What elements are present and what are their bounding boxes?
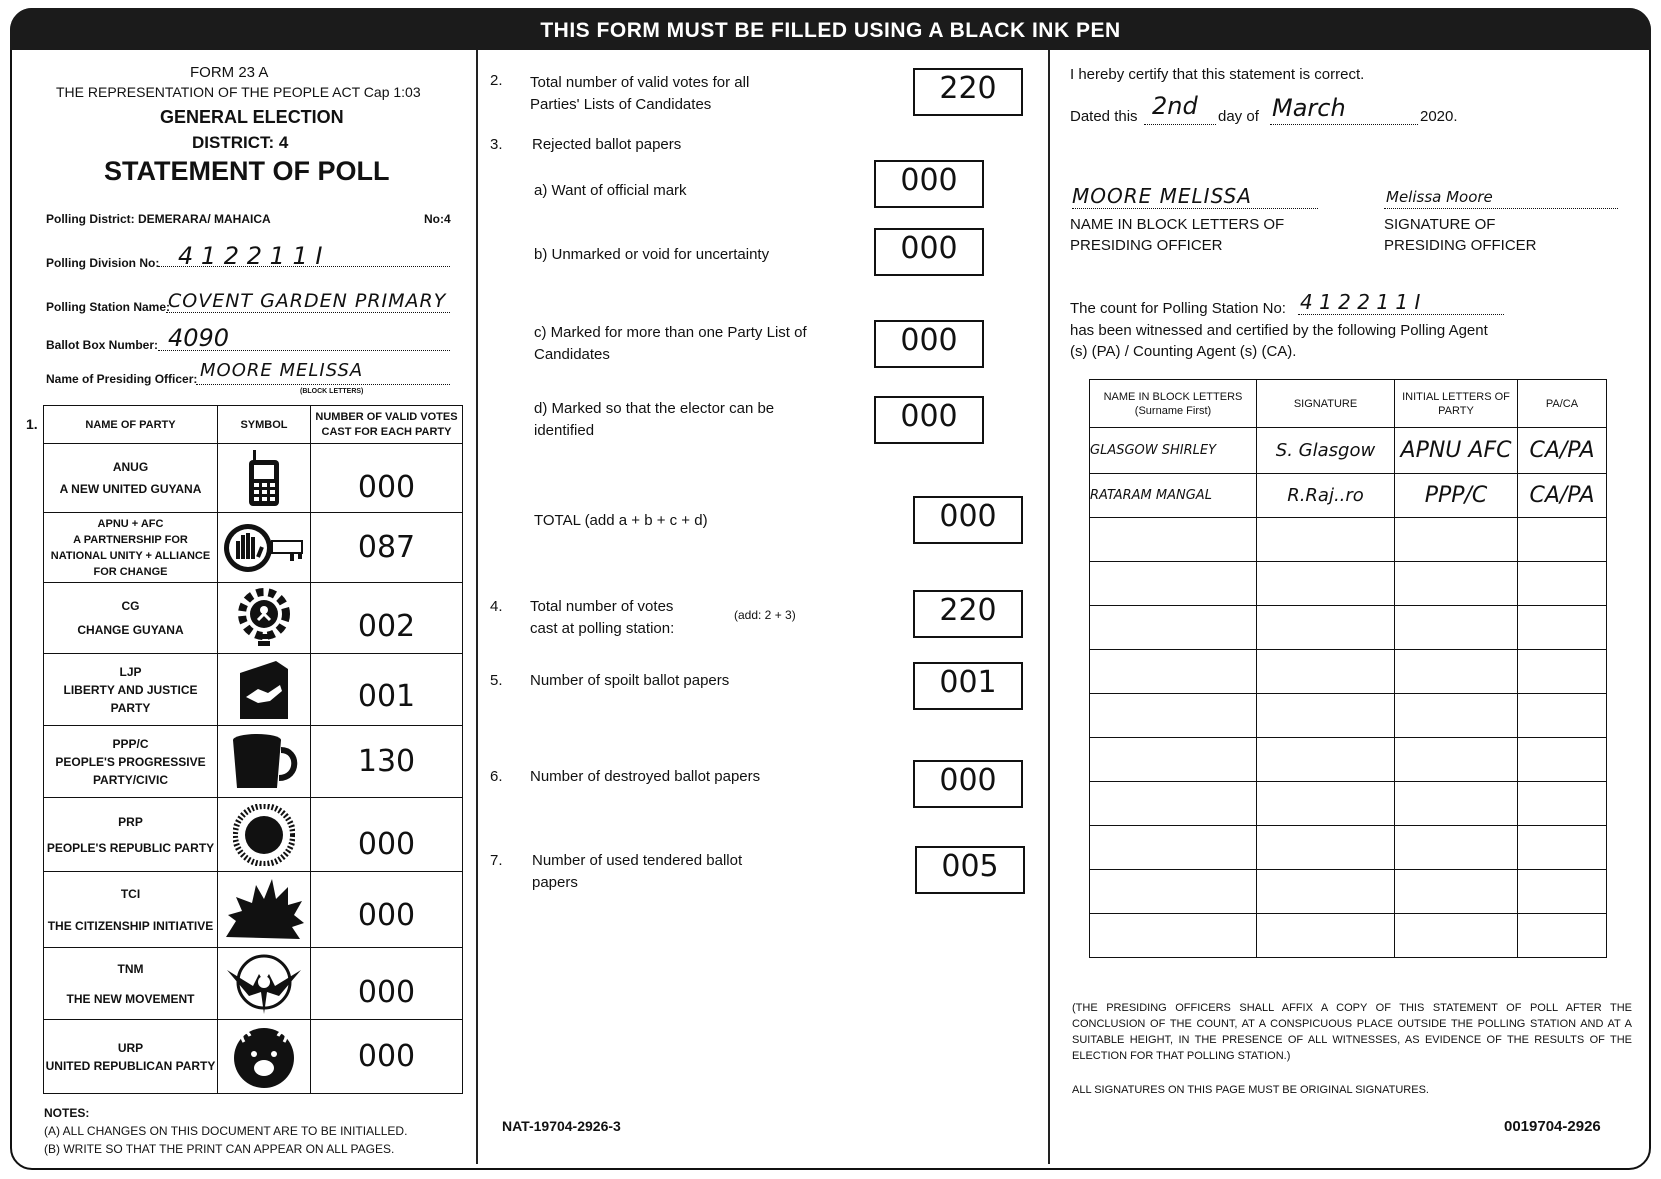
page-title: STATEMENT OF POLL xyxy=(104,156,390,186)
item-6-no: 6. xyxy=(490,768,503,785)
party-votes: 000 xyxy=(311,872,463,948)
agent-signature xyxy=(1257,738,1395,782)
party-name: THE CITIZENSHIP INITIATIVE xyxy=(47,918,214,933)
agent-role: CA/PA xyxy=(1518,428,1607,474)
agent-row xyxy=(1090,694,1607,738)
agent-role: CA/PA xyxy=(1518,474,1607,518)
hand-key-icon xyxy=(222,519,306,577)
item-4-value: 220 xyxy=(913,590,1023,638)
agent-party xyxy=(1395,606,1518,650)
agent-party xyxy=(1395,914,1518,958)
dated-month-line xyxy=(1270,124,1418,125)
agent-row xyxy=(1090,518,1607,562)
certify-text: I hereby certify that this statement is correct. xyxy=(1070,66,1365,83)
agent-name xyxy=(1090,518,1257,562)
agent-name xyxy=(1090,826,1257,870)
item-3d-label: d) Marked so that the elector can be identified xyxy=(534,400,775,439)
agent-party xyxy=(1395,518,1518,562)
sun-icon xyxy=(233,804,295,866)
agent-signature xyxy=(1257,562,1395,606)
party-row xyxy=(44,872,463,948)
agent-name xyxy=(1090,606,1257,650)
party-name: THE NEW MOVEMENT xyxy=(66,991,195,1006)
notes-title: NOTES: xyxy=(44,1106,90,1120)
agent-role xyxy=(1518,826,1607,870)
item-3-no: 3. xyxy=(490,136,503,153)
note-b: (B) WRITE SO THAT THE PRINT CAN APPEAR ON ALL PAGES. xyxy=(44,1142,395,1156)
agent-role xyxy=(1518,738,1607,782)
agent-signature xyxy=(1257,606,1395,650)
cup-icon xyxy=(229,732,299,792)
eagle-icon xyxy=(225,952,303,1016)
division-value: 4 1 2 2 1 1 I xyxy=(178,242,323,270)
column-divider-left xyxy=(476,50,478,1164)
parties-table xyxy=(43,405,463,1094)
agent-name xyxy=(1090,782,1257,826)
agent-signature xyxy=(1257,650,1395,694)
party-abbr: TCI xyxy=(120,886,141,901)
dated-day: 2nd xyxy=(1152,92,1198,120)
item-2-label: Total number of valid votes for all Parties' Lists of Candidates xyxy=(530,74,750,113)
name-label: NAME IN BLOCK LETTERS OF PRESIDING OFFICER xyxy=(1070,216,1285,254)
agent-role xyxy=(1518,694,1607,738)
agent-party: APNU AFC xyxy=(1395,428,1518,474)
column-divider-right xyxy=(1048,50,1050,1164)
dated-year: 2020. xyxy=(1420,108,1458,125)
officer-signature-line xyxy=(1384,208,1618,209)
agent-row xyxy=(1090,870,1607,914)
lightbulb-gear-icon xyxy=(234,586,294,650)
presiding-line xyxy=(196,384,450,385)
dated-prefix: Dated this xyxy=(1070,108,1138,125)
header-votes: NUMBER OF VALID VOTES CAST FOR EACH PARTY xyxy=(311,406,463,444)
item-3a-label: a) Want of official mark xyxy=(534,182,687,199)
agent-party xyxy=(1395,870,1518,914)
item-3c-value: 000 xyxy=(874,320,984,368)
party-name: PEOPLE'S PROGRESSIVE PARTY/CIVIC xyxy=(55,754,206,787)
item-3d-value: 000 xyxy=(874,396,984,444)
party-votes: 000 xyxy=(311,948,463,1020)
presiding-label: Name of Presiding Officer: xyxy=(46,372,198,386)
agent-signature xyxy=(1257,782,1395,826)
agent-party xyxy=(1395,694,1518,738)
party-votes: 000 xyxy=(311,444,463,513)
agent-role xyxy=(1518,870,1607,914)
agent-role xyxy=(1518,782,1607,826)
ballot-label: Ballot Box Number: xyxy=(46,338,159,352)
party-name: A NEW UNITED GUYANA xyxy=(59,482,202,496)
ballot-value: 4090 xyxy=(168,324,230,352)
agent-signature xyxy=(1257,870,1395,914)
agent-name xyxy=(1090,738,1257,782)
agent-party: PPP/C xyxy=(1395,474,1518,518)
agent-name xyxy=(1090,650,1257,694)
party-abbr: TNM xyxy=(117,961,144,976)
item-2-value: 220 xyxy=(913,68,1023,116)
polling-district: Polling District: DEMERARA/ MAHAICA xyxy=(46,212,271,226)
form-number: FORM 23 A xyxy=(190,64,269,81)
agent-row xyxy=(1090,428,1607,474)
agent-role xyxy=(1518,606,1607,650)
flower-icon xyxy=(222,877,306,943)
note-a: (A) ALL CHANGES ON THIS DOCUMENT ARE TO BE INITIALLED. xyxy=(44,1124,408,1138)
agent-signature: S. Glasgow xyxy=(1257,428,1395,474)
total-value: 000 xyxy=(913,496,1023,544)
party-row xyxy=(44,798,463,872)
agent-name: GLASGOW SHIRLEY xyxy=(1090,428,1257,474)
party-votes: 002 xyxy=(311,583,463,654)
original-signatures-note: ALL SIGNATURES ON THIS PAGE MUST BE ORIGINAL SIGNATURES. xyxy=(1072,1084,1429,1096)
handshake-icon xyxy=(236,659,292,721)
election-title: GENERAL ELECTION xyxy=(160,107,344,127)
item-3b-value: 000 xyxy=(874,228,984,276)
agent-signature xyxy=(1257,826,1395,870)
officer-name: MOORE MELISSA xyxy=(1072,184,1252,208)
party-abbr: URP xyxy=(117,1040,144,1055)
party-votes: 001 xyxy=(311,654,463,726)
station-line xyxy=(166,312,450,313)
right-serial: 0019704-2926 xyxy=(1504,1118,1601,1135)
agent-signature: R.Raj..ro xyxy=(1257,474,1395,518)
agent-role xyxy=(1518,914,1607,958)
item-3-label: Rejected ballot papers xyxy=(532,136,682,153)
party-name: UNITED REPUBLICAN PARTY xyxy=(45,1058,216,1073)
signature-label: SIGNATURE OF PRESIDING OFFICER xyxy=(1384,216,1537,254)
item-3a-value: 000 xyxy=(874,160,984,208)
item-4-no: 4. xyxy=(490,598,503,615)
party-row xyxy=(44,513,463,583)
item-4-label: Total number of votes cast at polling station: xyxy=(530,598,675,637)
agent-row xyxy=(1090,606,1607,650)
agent-signature xyxy=(1257,518,1395,562)
total-label: TOTAL (add a + b + c + d) xyxy=(534,512,708,529)
officer-signature: Melissa Moore xyxy=(1386,188,1493,206)
agent-name: RATARAM MANGAL xyxy=(1090,474,1257,518)
item-5-value: 001 xyxy=(913,662,1023,710)
party-row xyxy=(44,726,463,798)
polling-district-no: No:4 xyxy=(424,212,451,226)
agent-role xyxy=(1518,650,1607,694)
district-title: DISTRICT: 4 xyxy=(192,133,289,152)
phone-icon xyxy=(244,448,284,508)
count-prefix: The count for Polling Station No: xyxy=(1070,300,1286,317)
agent-row xyxy=(1090,562,1607,606)
party-abbr: PPP/C xyxy=(112,736,149,751)
header-agent-party: INITIAL LETTERS OF PARTY xyxy=(1395,380,1518,428)
dated-mid: day of xyxy=(1218,108,1259,125)
agent-party xyxy=(1395,738,1518,782)
party-votes: 087 xyxy=(311,513,463,583)
count-station: 4 1 2 2 1 1 I xyxy=(1300,290,1421,314)
party-name: PEOPLE'S REPUBLIC PARTY xyxy=(46,840,215,855)
agent-row xyxy=(1090,782,1607,826)
station-label: Polling Station Name: xyxy=(46,300,171,314)
party-row xyxy=(44,583,463,654)
agents-table xyxy=(1089,379,1607,958)
item-7-no: 7. xyxy=(490,852,503,869)
party-votes: 000 xyxy=(311,798,463,872)
station-value: COVENT GARDEN PRIMARY xyxy=(168,290,447,312)
item-3b-label: b) Unmarked or void for uncertainty xyxy=(534,246,770,263)
header-agent-signature: SIGNATURE xyxy=(1257,380,1395,428)
party-abbr: ANUG xyxy=(112,460,149,474)
officer-name-line xyxy=(1072,208,1318,209)
middle-serial: NAT-19704-2926-3 xyxy=(502,1118,621,1134)
count-rest: has been witnessed and certified by the following Polling Agent (s) (PA) / Counting Agent (s) (CA). xyxy=(1070,322,1488,360)
party-row xyxy=(44,444,463,513)
party-row xyxy=(44,654,463,726)
banner: THIS FORM MUST BE FILLED USING A BLACK INK PEN xyxy=(10,8,1651,50)
count-station-line xyxy=(1298,314,1504,315)
item-7-label: Number of used tendered ballot papers xyxy=(532,852,743,891)
item-3c-label: c) Marked for more than one Party List of Candidates xyxy=(534,324,807,363)
agent-role xyxy=(1518,562,1607,606)
item-6-label: Number of destroyed ballot papers xyxy=(530,768,761,785)
item-6-value: 000 xyxy=(913,760,1023,808)
party-abbr: LJP xyxy=(119,664,142,679)
header-symbol: SYMBOL xyxy=(218,406,311,444)
party-row xyxy=(44,1020,463,1094)
agent-name xyxy=(1090,870,1257,914)
party-votes: 000 xyxy=(311,1020,463,1094)
notice-text: (THE PRESIDING OFFICERS SHALL AFFIX A COPY OF THIS STATEMENT OF POLL AFTER THE CONCLUSION OF THE COUNT, AT A CONSPICUOUS PLACE OUTSIDE THE POLLING STATION AND AT A SUITABLE HEIGHT, IN THE PRESENCE OF ALL WITNESSES, AS EVIDENCE OF THE RESULTS OF THE ELECTION FOR THAT POLLING STATION.) xyxy=(1072,1002,1632,1062)
agent-party xyxy=(1395,826,1518,870)
agent-signature xyxy=(1257,914,1395,958)
party-row xyxy=(44,948,463,1020)
block-letters-note: (BLOCK LETTERS) xyxy=(300,388,364,395)
party-votes: 130 xyxy=(311,726,463,798)
agent-party xyxy=(1395,650,1518,694)
presiding-value: MOORE MELISSA xyxy=(200,360,364,381)
dated-month: March xyxy=(1272,94,1346,122)
header-agent-role: PA/CA xyxy=(1518,380,1607,428)
agent-party xyxy=(1395,562,1518,606)
agent-row xyxy=(1090,914,1607,958)
header-agent-name: NAME IN BLOCK LETTERS (Surname First) xyxy=(1090,380,1257,428)
act-title: THE REPRESENTATION OF THE PEOPLE ACT Cap 1:03 xyxy=(56,84,421,100)
party-name: LIBERTY AND JUSTICE PARTY xyxy=(63,682,198,715)
party-name: CHANGE GUYANA xyxy=(77,623,184,637)
agent-name xyxy=(1090,562,1257,606)
agent-name xyxy=(1090,694,1257,738)
item-7-value: 005 xyxy=(915,846,1025,894)
agent-row xyxy=(1090,650,1607,694)
agent-role xyxy=(1518,518,1607,562)
item-2-no: 2. xyxy=(490,72,503,89)
agent-party xyxy=(1395,782,1518,826)
agent-name xyxy=(1090,914,1257,958)
item-number-1: 1. xyxy=(26,416,38,432)
bull-icon xyxy=(232,1024,296,1090)
item-5-no: 5. xyxy=(490,672,503,689)
party-name: A PARTNERSHIP FOR NATIONAL UNITY + ALLIANCE FOR CHANGE xyxy=(50,533,211,578)
agent-row xyxy=(1090,738,1607,782)
add-note: (add: 2 + 3) xyxy=(734,608,796,622)
division-label: Polling Division No: xyxy=(46,256,160,270)
party-abbr: CG xyxy=(121,599,140,613)
header-name-of-party: NAME OF PARTY xyxy=(44,406,218,444)
party-abbr: APNU + AFC xyxy=(97,517,164,530)
agent-signature xyxy=(1257,694,1395,738)
agent-row xyxy=(1090,474,1607,518)
dated-day-line xyxy=(1144,124,1216,125)
item-5-label: Number of spoilt ballot papers xyxy=(530,672,730,689)
party-abbr: PRP xyxy=(118,814,143,829)
agent-row xyxy=(1090,826,1607,870)
